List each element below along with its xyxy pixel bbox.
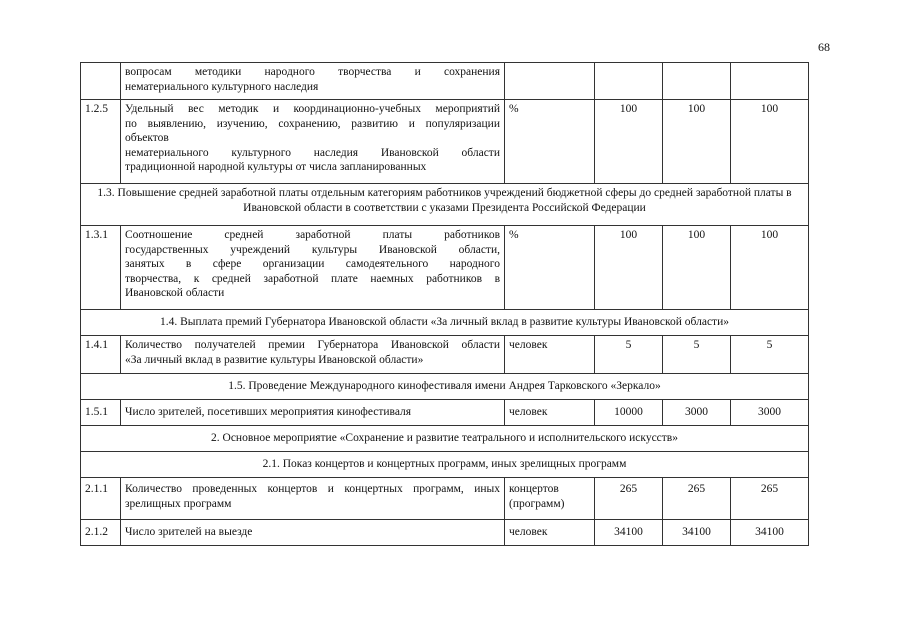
unit-cell: концертов (программ): [505, 478, 595, 520]
table-row: [81, 336, 809, 374]
table-row: [81, 100, 809, 184]
row-number: 1.2.5: [81, 100, 121, 184]
value-cell: 100: [595, 226, 663, 310]
table-row: [81, 226, 809, 310]
value-cell: 100: [663, 226, 731, 310]
indicator-description: Количество проведенных концертов и концертных программ, иных зрелищных программ: [121, 478, 505, 520]
value-cell: 34100: [731, 520, 809, 546]
section-row: [81, 184, 809, 226]
section-heading: 1.5. Проведение Международного кинофестиваля имени Андрея Тарковского «Зеркало»: [81, 374, 809, 400]
value-cell: 3000: [663, 400, 731, 426]
indicators-table: [80, 62, 809, 546]
section-heading: 1.4. Выплата премий Губернатора Ивановской области «За личный вклад в развитие культуры Ивановской области»: [81, 310, 809, 336]
value-cell: 3000: [731, 400, 809, 426]
value-cell: 100: [731, 226, 809, 310]
section-heading: 1.3. Повышение средней заработной платы отдельным категориям работников учреждений бюджетной сферы до средней заработной платы в Ивановской области в соответствии с указами Президента Российской Федерации: [81, 184, 809, 226]
table-row: [81, 400, 809, 426]
value-cell: 100: [731, 100, 809, 184]
table-row: [81, 520, 809, 546]
row-number: 2.1.2: [81, 520, 121, 546]
value-cell: 100: [663, 100, 731, 184]
unit-cell: человек: [505, 336, 595, 374]
row-number: 2.1.1: [81, 478, 121, 520]
row-number: 1.4.1: [81, 336, 121, 374]
section-row: [81, 310, 809, 336]
row-number: 1.3.1: [81, 226, 121, 310]
unit-cell: %: [505, 226, 595, 310]
table-row: [81, 478, 809, 520]
row-number: 1.5.1: [81, 400, 121, 426]
unit-cell: %: [505, 100, 595, 184]
section-row: [81, 426, 809, 452]
indicator-description: Количество получателей премии Губернатора Ивановской области «За личный вклад в развитие культуры Ивановской области»: [121, 336, 505, 374]
indicator-description: Число зрителей на выезде: [121, 520, 505, 546]
indicator-description: вопросам методики народного творчества и сохранения нематериального культурного наследия: [121, 63, 505, 100]
unit-cell: человек: [505, 400, 595, 426]
value-cell: 34100: [663, 520, 731, 546]
value-cell: 10000: [595, 400, 663, 426]
section-row: [81, 452, 809, 478]
section-heading: 2.1. Показ концертов и концертных программ, иных зрелищных программ: [81, 452, 809, 478]
unit-cell: человек: [505, 520, 595, 546]
indicator-description: Соотношение средней заработной платы работников государственных учреждений культуры Ивановской области, занятых в сфере организации самодеятельного народного творчества, к средней заработной плате наемных работников в Ивановской области: [121, 226, 505, 310]
value-cell: 265: [663, 478, 731, 520]
section-row: [81, 374, 809, 400]
value-cell: 265: [731, 478, 809, 520]
value-cell: 5: [663, 336, 731, 374]
unit-cell: [505, 63, 595, 100]
table-row: [81, 63, 809, 100]
indicator-description: Число зрителей, посетивших мероприятия кинофестиваля: [121, 400, 505, 426]
value-cell: 5: [731, 336, 809, 374]
value-cell: 5: [595, 336, 663, 374]
value-cell: [663, 63, 731, 100]
section-heading: 2. Основное мероприятие «Сохранение и развитие театрального и исполнительского искусств»: [81, 426, 809, 452]
value-cell: 34100: [595, 520, 663, 546]
row-number: [81, 63, 121, 100]
value-cell: [595, 63, 663, 100]
value-cell: 100: [595, 100, 663, 184]
indicator-description: Удельный вес методик и координационно-учебных мероприятий по выявлению, изучению, сохранению, развитию и популяризации объектов нематериального культурного наследия Ивановской области традиционной народной культуры от числа запланированных: [121, 100, 505, 184]
page-number: 68: [818, 40, 830, 54]
value-cell: 265: [595, 478, 663, 520]
value-cell: [731, 63, 809, 100]
